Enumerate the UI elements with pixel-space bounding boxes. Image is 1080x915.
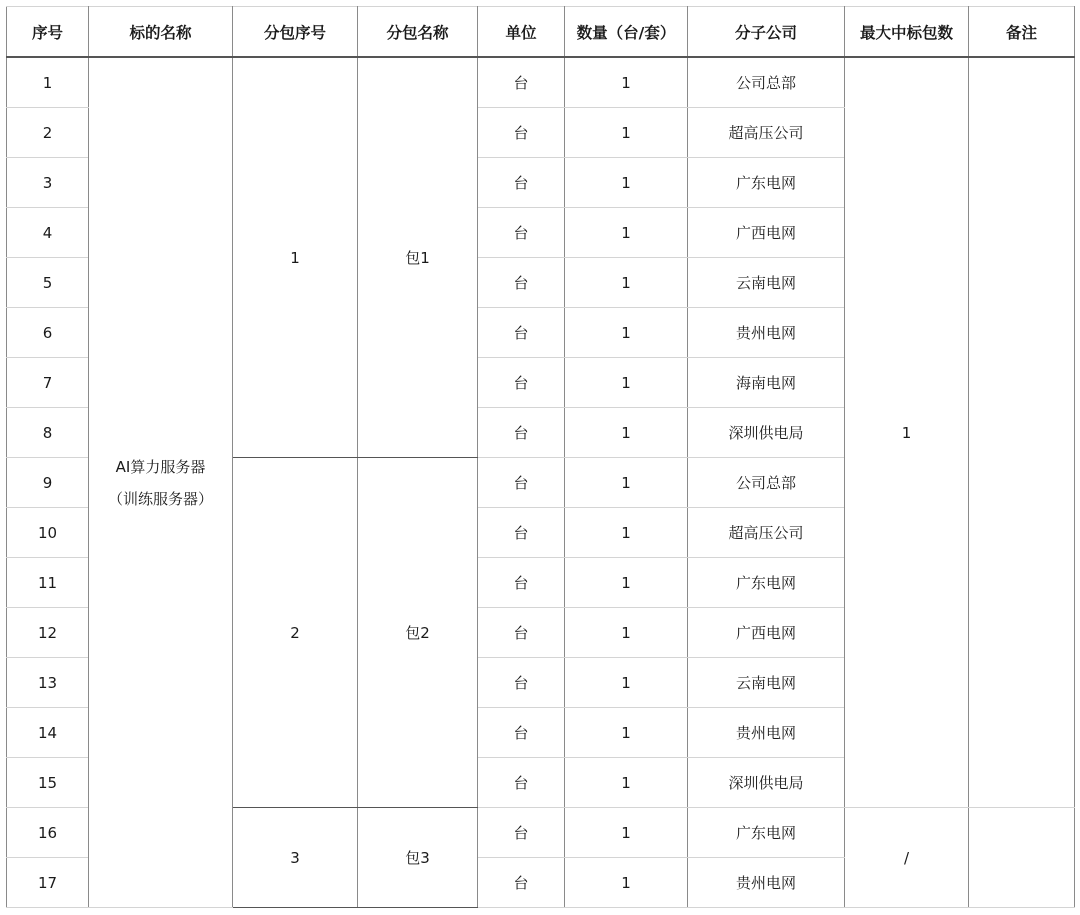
company-cell: 海南电网 xyxy=(688,358,845,408)
company-cell: 公司总部 xyxy=(688,458,845,508)
company-cell: 广西电网 xyxy=(688,608,845,658)
company-cell: 广西电网 xyxy=(688,208,845,258)
company-cell: 云南电网 xyxy=(688,658,845,708)
company-cell: 贵州电网 xyxy=(688,308,845,358)
seq-cell: 9 xyxy=(7,458,89,508)
subject-name-cell xyxy=(89,57,233,908)
unit-cell: 台 xyxy=(478,508,565,558)
quantity-cell: 1 xyxy=(565,558,688,608)
company-cell: 广东电网 xyxy=(688,808,845,858)
unit-cell: 台 xyxy=(478,358,565,408)
seq-cell: 7 xyxy=(7,358,89,408)
unit-cell: 台 xyxy=(478,158,565,208)
seq-cell: 17 xyxy=(7,858,89,908)
quantity-cell: 1 xyxy=(565,758,688,808)
unit-cell: 台 xyxy=(478,408,565,458)
header-subject-name: 标的名称 xyxy=(89,7,233,58)
seq-cell: 13 xyxy=(7,658,89,708)
seq-cell: 1 xyxy=(7,57,89,108)
max-packages-cell: 1 xyxy=(845,57,969,808)
company-cell: 深圳供电局 xyxy=(688,758,845,808)
seq-cell: 3 xyxy=(7,158,89,208)
seq-cell: 12 xyxy=(7,608,89,658)
quantity-cell: 1 xyxy=(565,57,688,108)
company-cell: 广东电网 xyxy=(688,158,845,208)
unit-cell: 台 xyxy=(478,258,565,308)
package-no-cell: 1 xyxy=(233,57,358,458)
seq-cell: 10 xyxy=(7,508,89,558)
remarks-cell xyxy=(969,808,1075,908)
quantity-cell: 1 xyxy=(565,358,688,408)
quantity-cell: 1 xyxy=(565,658,688,708)
unit-cell: 台 xyxy=(478,108,565,158)
unit-cell: 台 xyxy=(478,708,565,758)
unit-cell: 台 xyxy=(478,208,565,258)
quantity-cell: 1 xyxy=(565,458,688,508)
company-cell: 贵州电网 xyxy=(688,858,845,908)
seq-cell: 15 xyxy=(7,758,89,808)
subject-name-line1: AI算力服务器 xyxy=(115,457,206,476)
table-row xyxy=(7,57,1075,108)
unit-cell: 台 xyxy=(478,308,565,358)
header-package-name: 分包名称 xyxy=(358,7,478,58)
company-cell: 超高压公司 xyxy=(688,108,845,158)
remarks-cell xyxy=(969,57,1075,808)
quantity-cell: 1 xyxy=(565,108,688,158)
seq-cell: 5 xyxy=(7,258,89,308)
quantity-cell: 1 xyxy=(565,158,688,208)
header-company: 分子公司 xyxy=(688,7,845,58)
company-cell: 深圳供电局 xyxy=(688,408,845,458)
quantity-cell: 1 xyxy=(565,608,688,658)
seq-cell: 2 xyxy=(7,108,89,158)
company-cell: 广东电网 xyxy=(688,558,845,608)
package-name-cell: 包1 xyxy=(358,57,478,458)
unit-cell: 台 xyxy=(478,608,565,658)
seq-cell: 11 xyxy=(7,558,89,608)
seq-cell: 16 xyxy=(7,808,89,858)
header-seq: 序号 xyxy=(7,7,89,58)
company-cell: 公司总部 xyxy=(688,57,845,108)
package-no-cell: 3 xyxy=(233,808,358,908)
header-remarks: 备注 xyxy=(969,7,1075,58)
quantity-cell: 1 xyxy=(565,258,688,308)
header-row xyxy=(7,7,1075,58)
package-name-cell: 包3 xyxy=(358,808,478,908)
header-max-packages: 最大中标包数 xyxy=(845,7,969,58)
bid-package-table xyxy=(6,6,1075,908)
quantity-cell: 1 xyxy=(565,858,688,908)
unit-cell: 台 xyxy=(478,57,565,108)
quantity-cell: 1 xyxy=(565,508,688,558)
package-no-cell: 2 xyxy=(233,458,358,808)
unit-cell: 台 xyxy=(478,758,565,808)
quantity-cell: 1 xyxy=(565,408,688,458)
company-cell: 超高压公司 xyxy=(688,508,845,558)
document-page xyxy=(6,6,1075,908)
max-packages-cell: / xyxy=(845,808,969,908)
seq-cell: 4 xyxy=(7,208,89,258)
unit-cell: 台 xyxy=(478,858,565,908)
subject-name-line2: （训练服务器） xyxy=(107,489,213,508)
header-unit: 单位 xyxy=(478,7,565,58)
quantity-cell: 1 xyxy=(565,208,688,258)
unit-cell: 台 xyxy=(478,458,565,508)
header-package-no: 分包序号 xyxy=(233,7,358,58)
header-quantity: 数量（台/套） xyxy=(565,7,688,58)
unit-cell: 台 xyxy=(478,658,565,708)
seq-cell: 6 xyxy=(7,308,89,358)
quantity-cell: 1 xyxy=(565,308,688,358)
company-cell: 贵州电网 xyxy=(688,708,845,758)
quantity-cell: 1 xyxy=(565,808,688,858)
quantity-cell: 1 xyxy=(565,708,688,758)
company-cell: 云南电网 xyxy=(688,258,845,308)
unit-cell: 台 xyxy=(478,808,565,858)
seq-cell: 14 xyxy=(7,708,89,758)
package-name-cell: 包2 xyxy=(358,458,478,808)
seq-cell: 8 xyxy=(7,408,89,458)
unit-cell: 台 xyxy=(478,558,565,608)
table-header xyxy=(7,7,1075,58)
table-body xyxy=(7,57,1075,908)
